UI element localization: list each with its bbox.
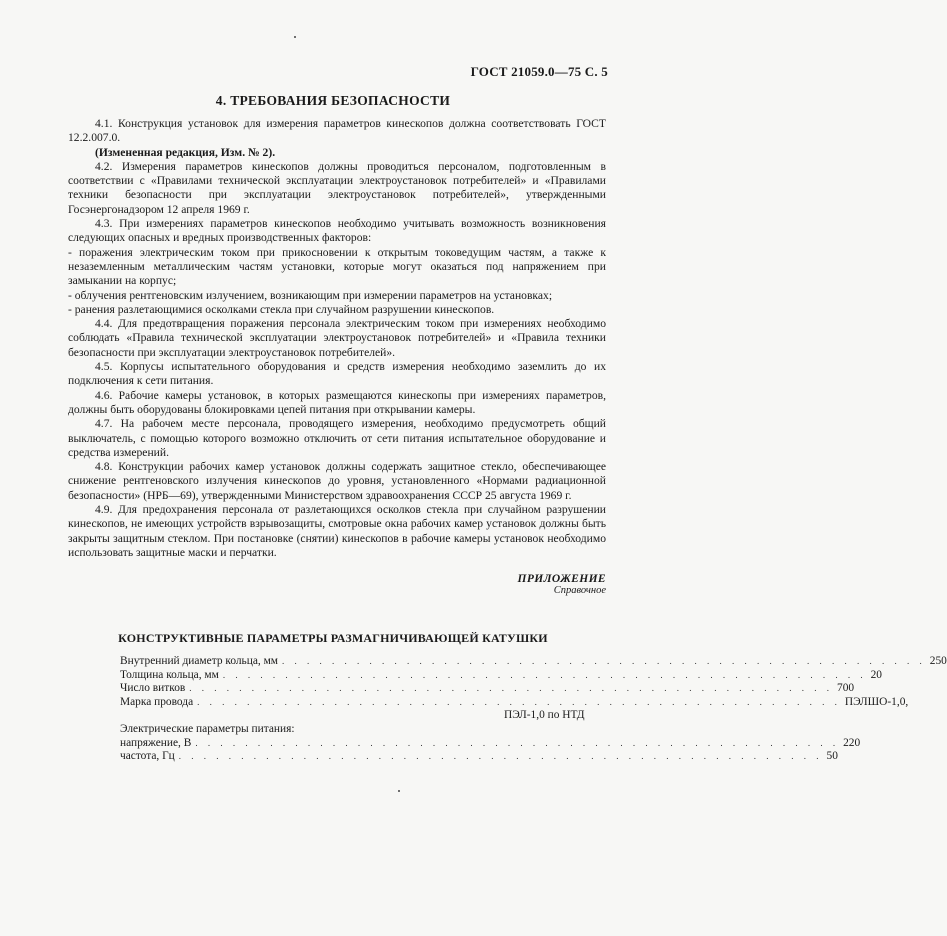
param-row-frequency [120,750,838,764]
param-row-wire-grade [120,695,909,710]
paragraph-4-8: 4.8. Конструкции рабочих камер установок должны содержать защитное стекло, обеспечивающее снижение рентгеновского излучения кинескопов до уровня, установленного «Нормами радиационной безопасности» (НРБ—69), утвержденными Министерством здравоохранения СССР 25 августа 1969 г. [68,460,606,502]
param-value: 220 [843,736,861,749]
section-title: 4. ТРЕБОВАНИЯ БЕЗОПАСНОСТИ [215,93,451,108]
paragraph-4-9: 4.9. Для предохранения персонала от разлетающихся осколков стекла при случайном разрушении кинескопов, не имеющих устройств взрывозащиты, смотровые окна рабочих камер установок должны быть закрыты защитным стеклом. При постановке (снятии) кинескопов в рабочие камеры установок необходимо использовать защитные маски и перчатки. [68,503,606,559]
param-value: 700 [837,682,855,695]
param-value: ПЭЛ-1,0 по НТД [504,709,585,722]
leader-dots: . . . . . . . . . . . . . . . . . . . . . . . . . . . . . . . . . . . . . . . . . . . . . . . . . . . . [282,656,926,666]
param-row-thickness [120,668,882,683]
param-group-electrical [120,723,600,737]
param-label: Внутренний диаметр кольца, мм [120,655,279,667]
param-row-inner-diameter [120,655,947,669]
leader-dots: . . . . . . . . . . . . . . . . . . . . . . . . . . . . . . . . . . . . . . . . . . . . . . . . . . . . [222,669,867,680]
param-label: Марка провода [120,695,194,708]
paragraph-4-4: 4.4. Для предотвращения поражения персонала электрическим током при измерениях необходимо соблюдать «Правила технической эксплуатации электроустановок потребителей» и «Правила техники безопасности при эксплуатации электроустановок потребителей». [68,317,606,359]
leader-dots: . . . . . . . . . . . . . . . . . . . . . . . . . . . . . . . . . . . . . . . . . . . . . . . . . . . . [195,737,840,748]
paragraph-4-6: 4.6. Рабочие камеры установок, в которых размещаются кинескопы при измерениях параметров, должны быть оборудованы блокировками цепей питания при открывании камеры. [68,388,606,416]
param-value: 250 [929,655,947,667]
leader-dots: . . . . . . . . . . . . . . . . . . . . . . . . . . . . . . . . . . . . . . . . . . . . . . . . . . . . [189,683,834,694]
coil-parameters-list [120,655,947,764]
paragraph-4-1: 4.1. Конструкция установок для измерения параметров кинескопов должна соответствовать ГОСТ 12.2.007.0. [68,117,606,145]
param-row-wire-grade-cont [120,709,600,723]
leader-dots: . . . . . . . . . . . . . . . . . . . . . . . . . . . . . . . . . . . . . . . . . . . . . . . . . . . . [178,751,823,762]
param-row-turns [120,682,855,696]
param-label: Число витков [120,682,186,695]
scan-speck [398,790,400,792]
hazard-item-xray: - облучения рентгеновским излучением, возникающим при измерении параметров на установках; [68,288,553,302]
amendment-note: (Измененная редакция, Изм. № 2). [95,145,276,159]
param-value: 50 [826,750,838,763]
hazard-item-electric: - поражения электрическим током при прикосновении к открытым токоведущим частям, а также к незаземленным металлическим частям установки, которые могут оказаться под напряжением при замыкании на корпус; [68,245,606,288]
hazard-item-glass: - ранения разлетающимися осколками стекла при случайном разрушении кинескопов. [68,302,495,316]
page-reference: ГОСТ 21059.0—75 С. 5 [470,64,608,79]
param-group-label: Электрические параметры питания: [120,722,295,735]
appendix-label [518,573,606,596]
param-value: ПЭЛШО-1,0, [844,695,909,708]
param-label: частота, Гц [120,750,175,763]
coil-parameters-title: КОНСТРУКТИВНЫЕ ПАРАМЕТРЫ РАЗМАГНИЧИВАЮЩЕЙ КАТУШКИ [118,631,548,645]
leader-dots: . . . . . . . . . . . . . . . . . . . . . . . . . . . . . . . . . . . . . . . . . . . . . . . . . . . . [197,696,841,707]
param-value: 20 [870,668,882,681]
paragraph-4-3: 4.3. При измерениях параметров кинескопов необходимо учитывать возможность возникновения следующих опасных и вредных производственных факторов: [68,217,606,245]
paragraph-4-2: 4.2. Измерения параметров кинескопов должны проводиться персоналом, подготовленным в соответствии с «Правилами технической эксплуатации электроустановок потребителей» и «Правилами техники безопасности при эксплуатации электроустановок потребителей», утвержденными Госэнергонадзором 12 апреля 1969 г. [68,159,606,216]
param-label: напряжение, В [120,736,192,749]
paragraph-4-5: 4.5. Корпусы испытательного оборудования и средств измерения необходимо заземлить до их подключения к сети питания. [68,360,606,388]
param-row-voltage [120,736,861,751]
scan-speck [294,36,296,38]
appendix-title: ПРИЛОЖЕНИЕ [517,573,606,585]
param-label: Толщина кольца, мм [120,668,219,681]
paragraph-4-7: 4.7. На рабочем месте персонала, проводящего измерения, необходимо предусмотреть общий выключатель, с помощью которого возможно отключить от сети питания испытательное оборудование и средства измерений. [68,417,606,459]
section-body [68,117,606,560]
appendix-subtitle: Справочное [553,585,606,596]
